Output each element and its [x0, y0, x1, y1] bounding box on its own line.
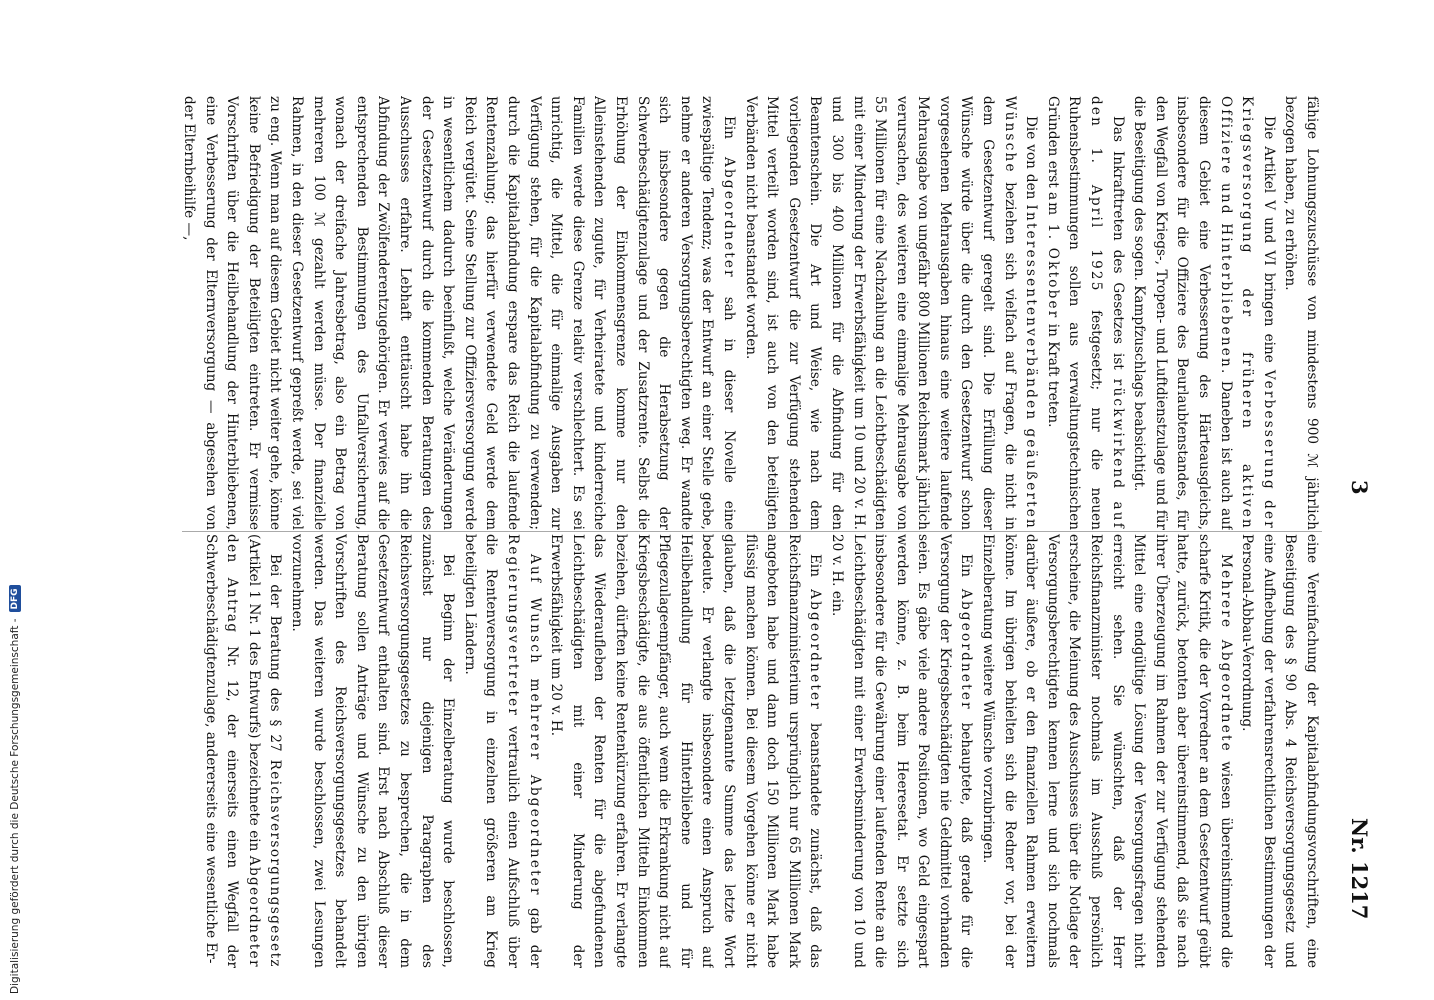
paragraph: Auf Wunsch mehrerer Abgeordneter gab der Regierungsvertreter vertraulich einen Aufschluß über die Rentenversorgung in einzelnen größeren am Krieg beteiligten Ländern.	[461, 534, 543, 968]
paragraph: Bei Beginn der Einzelberatung wurde beschlossen, zunächst nur diejenigen Paragraphen des Reichsversorgungsgesetzes zu besprechen, die in dem Gesetzentwurf enthalten sind. Erst nach Abschluß dieser Beratung sollen Anträge und Wünsche zu den übrigen Vorschriften des Reichsversorgungsgesetzes behandelt werden. Das weiteren wurde beschlossen, zwei Lesungen vorzunehmen.	[289, 534, 457, 968]
funding-text: Digitalisierung gefördert durch die Deutsche Forschungsgemeinschaft -	[9, 618, 21, 994]
paragraph: Das Inkrafttreten des Gesetzes ist rückwirkend auf den 1. April 1925 festgesetzt; nur die neuen Ruhensbestimmungen sollen aus verwaltungstechnischen Gründen erst am 1. Oktober in Kraft treten.	[1044, 96, 1126, 530]
paragraph: fähige Lohnungszuschüsse von mindestens 900 ℳ jährlich bezogen haben, zu erhöhen.	[1282, 96, 1320, 530]
paragraph: Bei der Beratung des § 27 Reichsversorgungsgesetz (Artikel 1 Nr. 1 des Entwurfs) bezeichnete ein Abgeordneter den Antrag Nr. 12, der einerseits einen Wegfall der Schwerbeschädigtenzulage, andererseits eine wesentliche Er-	[202, 534, 284, 968]
dfg-logo-icon: DFG	[9, 585, 21, 612]
right-text-column	[177, 534, 1322, 968]
paragraph: Die Artikel V und VI bringen eine Verbesserung der Kriegsversorgung der früheren aktiven Offiziere und Hinterbliebenen. Daneben ist auch auf diesem Gebiet eine Verbesserung des Härteausgleichs, insbesondere für die Offiziere des Beurlaubtenstandes, für den Wegfall von Kriegs-, Tropen- und Luftdienstzulage und für die Beseitigung des sogen. Kampfzuschlags beabsichtigt.	[1131, 96, 1277, 530]
paragraph: eine Vereinfachung der Kapitalabfindungsvorschriften, eine Beseitigung des § 90 Abs. 4 Reichsversorgungsgesetz und eine Aufhebung der verfahrensrechtlichen Bestimmungen der Personal-Abbau-Verordnung.	[1239, 534, 1320, 968]
paragraph: Die von den Interessentenverbänden geäußerten Wünsche beziehen sich vielfach auf Fragen, die nicht in dem Gesetzentwurf geregelt sind. Die Erfüllung dieser Wünsche würde über die durch den Gesetzentwurf schon vorgesehenen Mehrausgaben hinaus eine weitere laufende Mehrausgabe von ungefähr 800 Millionen Reichsmark jährlich verursachen, des weiteren eine einmalige Mehrausgabe von 55 Millionen für eine Nachzahlung an die Leichtbeschädigten mit einer Minderung der Erwerbsfähigkeit um 10 und 20 v. H. und 300 bis 400 Millionen für die Abfindung für den Beamtenschein. Die Art und Weise, wie nach dem vorliegenden Gesetzentwurf die zur Verfügung stehenden Mittel verteilt worden sind, ist auch von den beteiligten Verbänden nicht beanstandet worden.	[742, 96, 1040, 530]
funding-note	[0, 0, 30, 1000]
paragraph: Mehrere Abgeordnete wiesen übereinstimmend die scharfe Kritik, die der Vorredner an dem Gesetzentwurf geübt hatte, zurück, betonten aber übereinstimmend, daß sie nach ihrer Überzeugung im Rahmen der zur Verfügung stehenden Mittel eine endgültige Lösung der Versorgungsfragen nicht erreicht sehen. Sie wünschten, daß der Herr Reichsfinanzminister nochmals im Ausschuß persönlich erscheine, die Meinung des Ausschusses über die Notlage der Versorgungsberechtigten kennen lerne und sich nochmals darüber äußere, ob er den finanziellen Rahmen erweitern könne. Im übrigen behielten sich die Redner vor, bei der Einzelberatung weitere Wünsche vorzubringen.	[980, 534, 1234, 968]
column-divider	[182, 531, 1322, 532]
left-text-column	[177, 96, 1322, 530]
paragraph: Ein Abgeordneter behauptete, daß gerade für die Versorgung der Kriegsbeschädigten nie Geldmittel vorhanden seien. Es gäbe viele andere Positionen, wo Geld eingespart werden könne, z. B. beim Heeresetat. Er setzte sich insbesondere für die Gewährung einer laufenden Rente an die Leichtbeschädigten mit einer Erwerbsminderung von 10 und 20 v. H. ein.	[828, 534, 975, 968]
paragraph: Ein Abgeordneter beanstandete zunächst, daß das Reichsfinanzministerium ursprünglich nur 65 Millionen Mark angeboten habe und dann doch 150 Millionen Mark habe flüssig machen können. Bei diesem Vorgehen könne er nicht glauben, daß die letztgenannte Summe das letzte Wort bedeute. Er verlangte insbesondere einen Anspruch auf Heilbehandlung für Hinterbliebene und für Pflegezulageempfänger, auch wenn die Erkrankung nicht auf Kriegsbeschädigte, die aus öffentlichen Mitteln Einkommen beziehen, dürften keine Rentenkürzung erfahren. Er verlangte das Wiederaufleben der Renten für die abgefundenen Leichtbeschädigten mit einer Minderung der Erwerbsfähigkeit um 20 v. H.	[548, 534, 824, 968]
document-number: Nr. 1217	[1347, 818, 1372, 920]
page-number: 3	[1347, 480, 1372, 495]
paragraph: Ein Abgeordneter sah in dieser Novelle eine zwiespältige Tendenz; was der Entwurf an einer Stelle gebe, nehme er anderen Versorgungsberechtigten weg. Er wandte sich insbesondere gegen die Herabsetzung der Schwerbeschädigtenzulage und der Zusatzrente. Selbst die Erhöhung der Einkommensgrenze komme nur den Alleinstehenden zugute, für Verheiratete und kinderreiche Familien werde diese Grenze relativ verschlechtert. Es sei unrichtig, die Mittel, die für einmalige Ausgaben zur Verfügung stehen, für die Kapitalabfindung zu verwenden; durch die Kapitalabfindung erspare das Reich die laufende Rentenzahlung; das hierfür verwendete Geld werde dem Reich vergütet. Seine Stellung zur Offiziersversorgung werde in wesentlichem dadurch beeinflußt, welche Veränderungen der Gesetzentwurf durch die kommenden Beratungen des Ausschusses erfahre. Lebhaft enttäuscht habe ihn die Abfindung der Zwölfenderentzugehörigen. Er verwies auf die entsprechenden Bestimmungen des Unfallversicherung, wonach der dreifache Jahresbetrag, also ein Betrag von mehreren 100 ℳ gezahlt werden müsse. Der finanzielle Rahmen, in den dieser Gesetzentwurf gepreßt werde, sei viel zu eng. Wenn man auf diesem Gebiet nicht weiter gehe, könne keine Befriedigung der Beteiligten eintreten. Er vermisse Vorschriften über die Heilbehandlung der Hinterbliebenen, eine Verbesserung der Elternversorgung — abgesehen von der Elternbeihilfe —,	[181, 96, 737, 530]
